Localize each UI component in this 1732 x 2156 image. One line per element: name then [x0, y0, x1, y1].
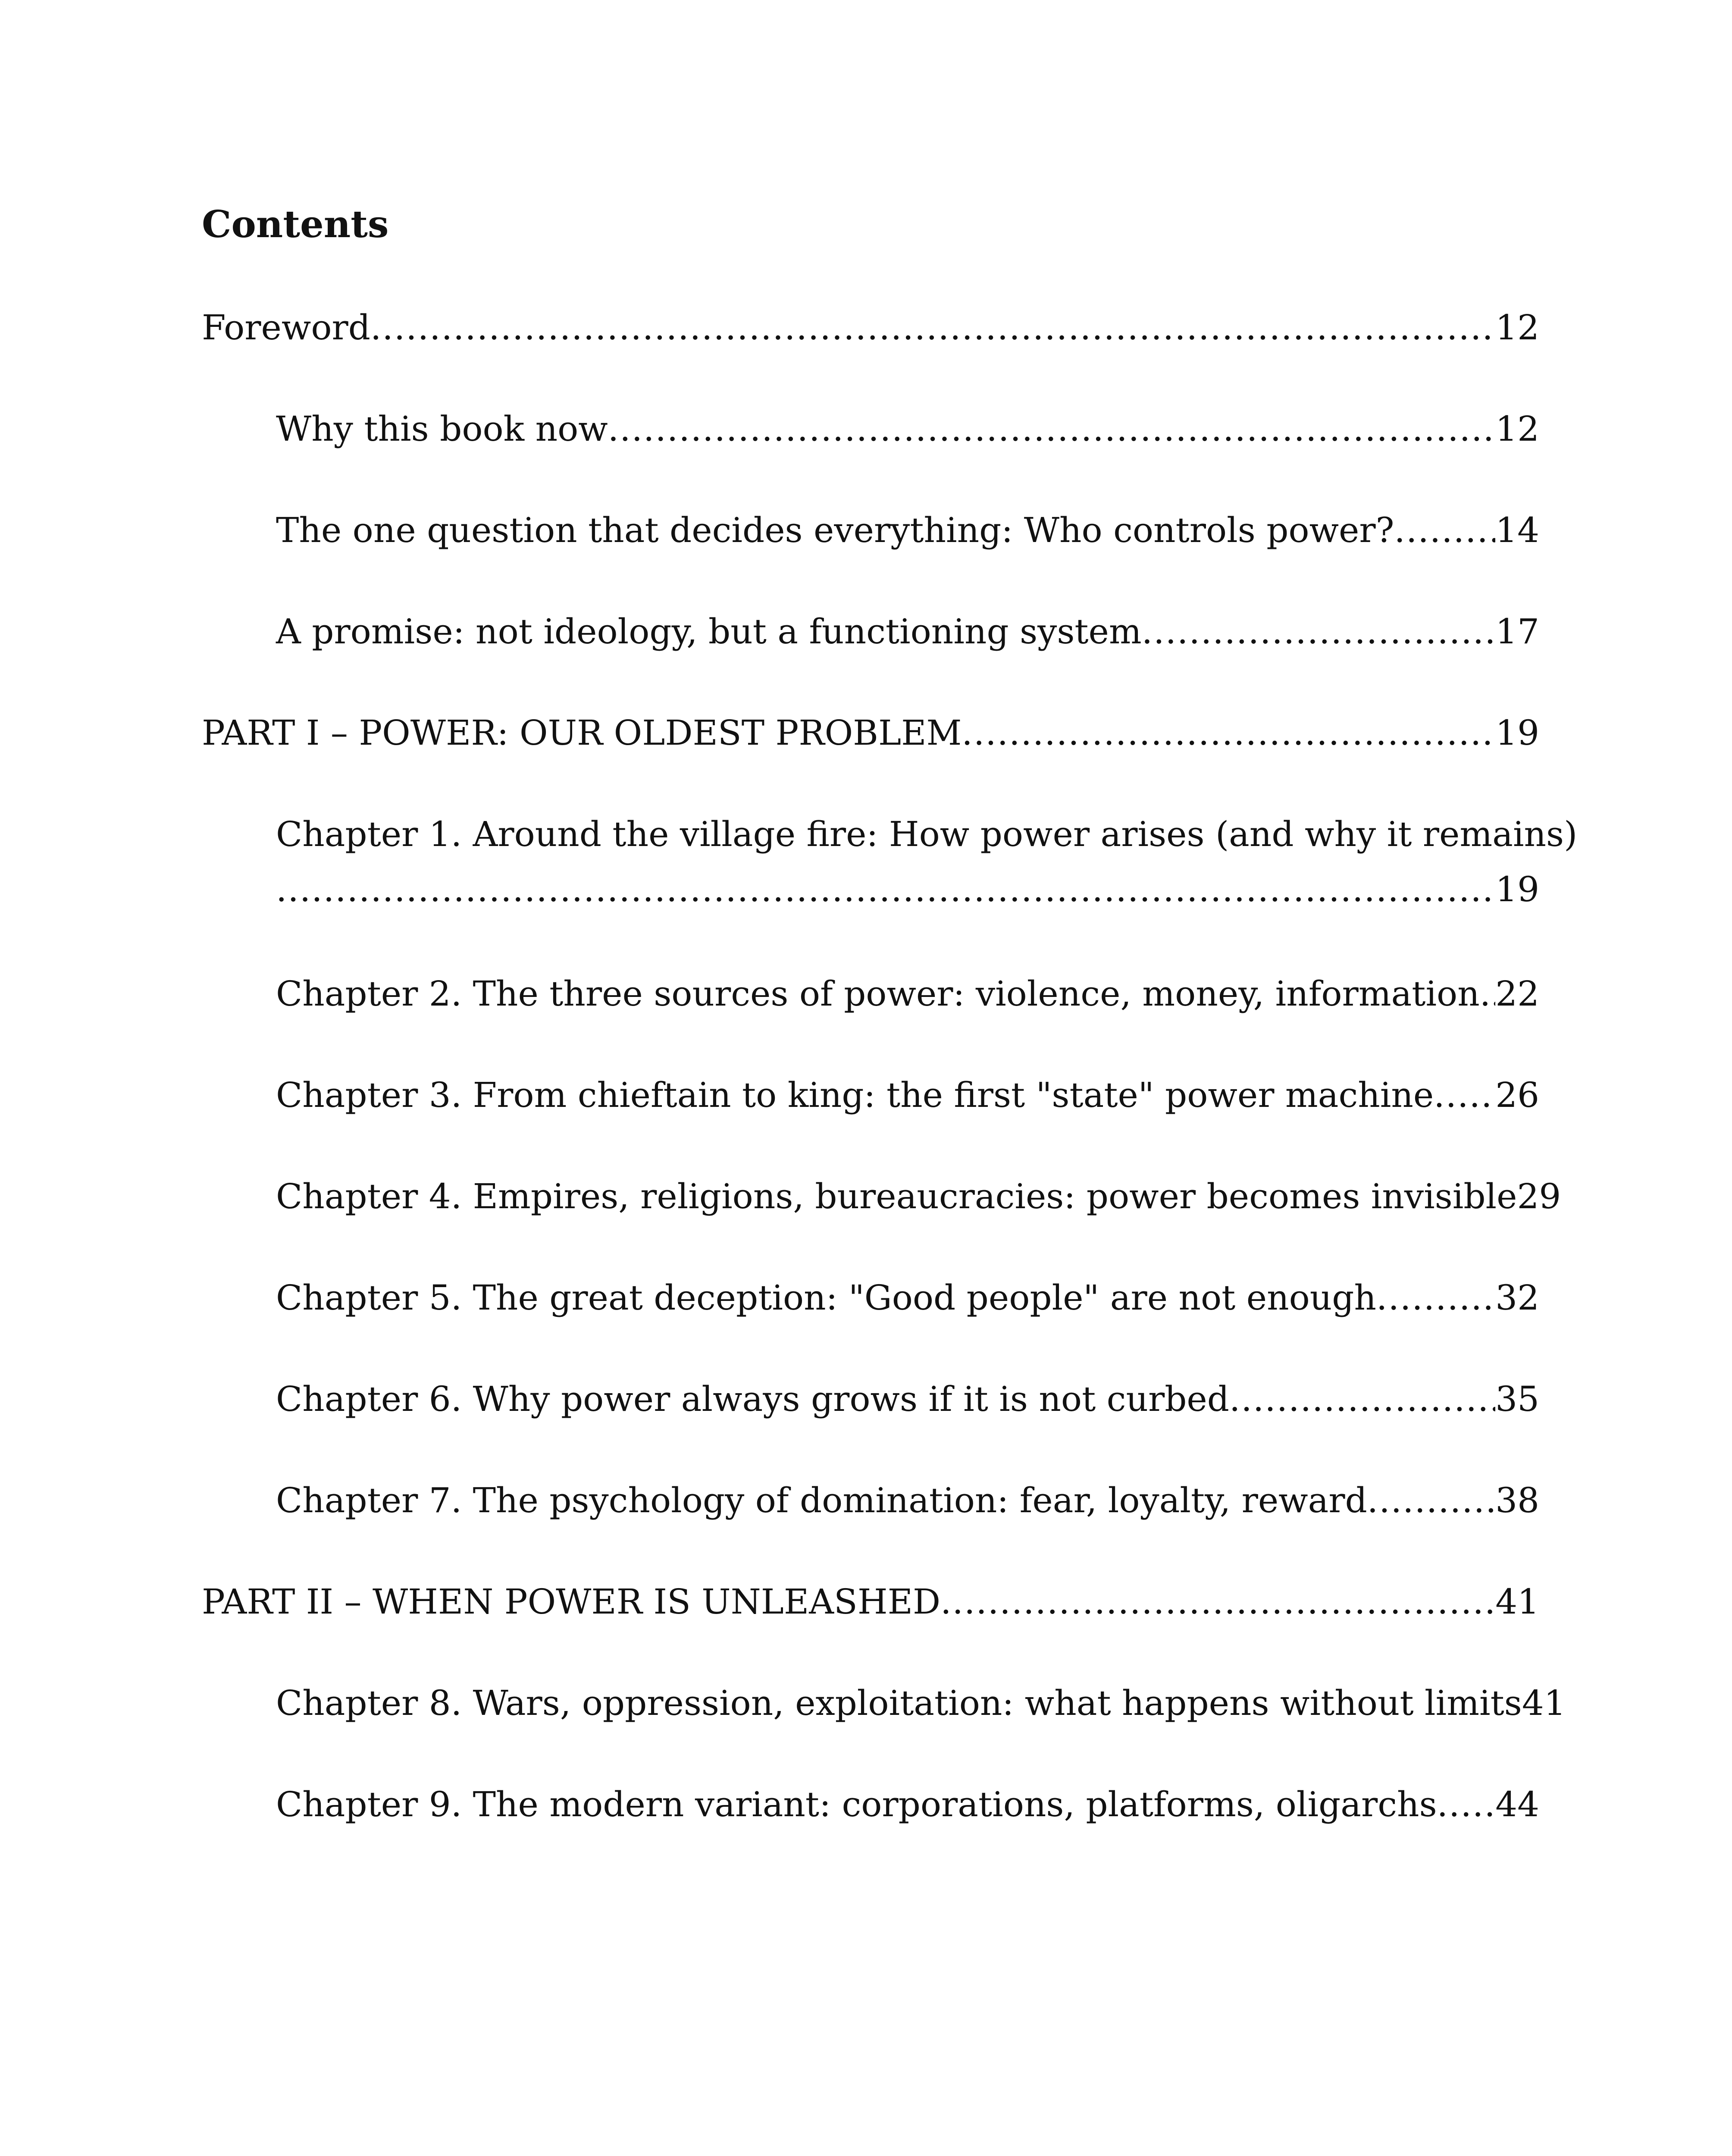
toc-page-number: 44 [1495, 1784, 1539, 1824]
toc-entry-chapter-1[interactable] [276, 814, 1578, 909]
dot-leader [1491, 977, 1495, 1011]
toc-entry-part-1[interactable] [202, 713, 1539, 753]
toc-entry-leader-line [276, 869, 1539, 909]
toc-entry-chapter-3[interactable] [276, 1075, 1539, 1115]
toc-page-number: 38 [1495, 1480, 1539, 1520]
dot-leader [1434, 1078, 1495, 1112]
dot-leader [1142, 614, 1495, 649]
dot-leader [940, 1585, 1495, 1619]
page-title: Contents [202, 203, 389, 246]
toc-entry-chapter-5[interactable] [276, 1278, 1539, 1318]
toc-entry-title: The one question that decides everything: Who controls power? [276, 510, 1394, 550]
toc-entry-title: PART I – POWER: OUR OLDEST PROBLEM [202, 713, 962, 753]
toc-entry-chapter-7[interactable] [276, 1480, 1539, 1520]
toc-entry-title: Foreword [202, 307, 370, 348]
toc-entry-title: Chapter 9. The modern variant: corporations, platforms, oligarchs [276, 1784, 1437, 1824]
toc-page-number: 17 [1495, 611, 1539, 652]
dot-leader [1437, 1787, 1496, 1822]
toc-entry-chapter-6[interactable] [276, 1379, 1539, 1419]
dot-leader [608, 412, 1495, 446]
toc-entry-title: Chapter 1. Around the village fire: How power arises (and why it remains) [276, 814, 1578, 854]
dot-leader [276, 872, 1495, 907]
toc-page-number: 12 [1495, 409, 1539, 449]
toc-page-number: 29 [1517, 1176, 1561, 1216]
toc-entry-foreword[interactable] [202, 307, 1539, 348]
toc-page-number: 14 [1495, 510, 1539, 550]
toc-page-number: 19 [1495, 713, 1539, 753]
toc-entry-title: Chapter 3. From chieftain to king: the first "state" power machine [276, 1075, 1434, 1115]
toc-entry-title: Chapter 4. Empires, religions, bureaucracies: power becomes invisible [276, 1176, 1517, 1216]
toc-page-number: 32 [1495, 1278, 1539, 1318]
toc-entry-title: Why this book now [276, 409, 608, 449]
toc-page-number: 26 [1495, 1075, 1539, 1115]
dot-leader [962, 716, 1495, 750]
toc-entry-title: A promise: not ideology, but a functioning system [276, 611, 1142, 652]
toc-entry-why-this-book-now[interactable] [276, 409, 1539, 449]
toc-page-number: 35 [1495, 1379, 1539, 1419]
toc-entry-chapter-4[interactable] [276, 1176, 1561, 1216]
toc-page-number: 41 [1495, 1582, 1539, 1622]
toc-entry-title: Chapter 7. The psychology of domination: fear, loyalty, reward [276, 1480, 1367, 1520]
dot-leader [1394, 513, 1496, 548]
dot-leader [370, 310, 1495, 345]
toc-entry-one-question[interactable] [276, 510, 1539, 550]
toc-page-number: 22 [1495, 974, 1539, 1014]
toc-page-number: 41 [1522, 1683, 1566, 1723]
dot-leader [1229, 1382, 1495, 1416]
toc-entry-chapter-2[interactable] [276, 974, 1539, 1014]
toc-page-number: 19 [1495, 869, 1539, 909]
toc-page-number: 12 [1495, 307, 1539, 348]
toc-entry-chapter-9[interactable] [276, 1784, 1539, 1824]
toc-entry-title: Chapter 5. The great deception: "Good people" are not enough [276, 1278, 1377, 1318]
toc-entry-title: Chapter 8. Wars, oppression, exploitation: what happens without limits [276, 1683, 1522, 1723]
toc-entry-title: PART II – WHEN POWER IS UNLEASHED [202, 1582, 941, 1622]
toc-entry-a-promise[interactable] [276, 611, 1539, 652]
toc-entry-title: Chapter 2. The three sources of power: violence, money, information. [276, 974, 1491, 1014]
toc-entry-title: Chapter 6. Why power always grows if it is not curbed [276, 1379, 1229, 1419]
toc-entry-chapter-8[interactable] [276, 1683, 1566, 1723]
dot-leader [1367, 1483, 1495, 1518]
toc-entry-part-2[interactable] [202, 1582, 1539, 1622]
dot-leader [1376, 1281, 1495, 1315]
